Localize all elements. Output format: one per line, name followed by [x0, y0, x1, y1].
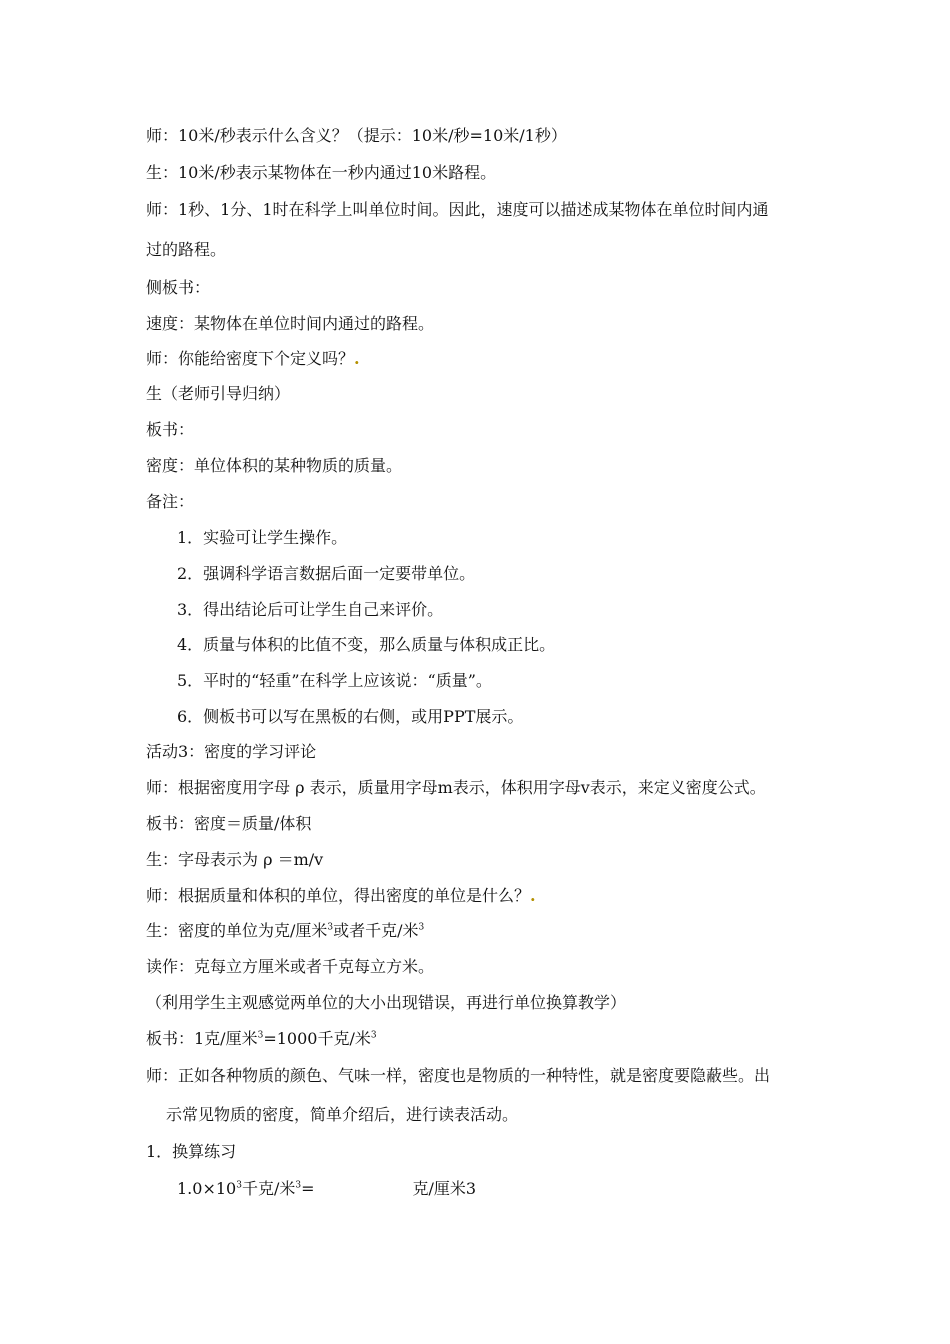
text-line: [146, 886, 536, 906]
superscript: 3: [370, 1030, 377, 1041]
text-line: （利用学生主观感觉两单位的大小出现错误，再进行单位换算教学）: [146, 993, 627, 1012]
text-line: 生：10米/秒表示某物体在一秒内通过10米路程。: [146, 163, 497, 182]
text-span: 1.0×10: [177, 1179, 237, 1198]
superscript: 3: [257, 1030, 264, 1041]
exercise-line: [177, 1179, 476, 1199]
text-line: 师：根据密度用字母 ρ 表示，质量用字母m表示，体积用字母v表示，来定义密度公式。: [146, 778, 766, 797]
note-item: 4．质量与体积的比值不变，那么质量与体积成正比。: [177, 635, 556, 654]
text-line: [146, 1029, 377, 1049]
superscript: 3: [327, 922, 334, 933]
superscript: 3: [295, 1180, 302, 1191]
text-line: 活动3：密度的学习评论: [146, 742, 317, 761]
superscript: 3: [418, 922, 425, 933]
text-line: [146, 349, 360, 369]
note-item: 2．强调科学语言数据后面一定要带单位。: [177, 564, 476, 583]
text-line: 读作：克每立方厘米或者千克每立方米。: [146, 957, 435, 976]
text-line: 生（老师引导归纳）: [146, 384, 291, 403]
mark-dot: .: [530, 886, 536, 905]
note-item: 3．得出结论后可让学生自己来评价。: [177, 600, 444, 619]
text-line: 示常见物质的密度，简单介绍后，进行读表活动。: [166, 1105, 519, 1124]
text-line: 师：正如各种物质的颜色、气味一样，密度也是物质的一种特性，就是密度要隐蔽些。出: [146, 1066, 771, 1085]
superscript: 3: [236, 1180, 242, 1191]
text-span: 师：你能给密度下个定义吗？: [146, 349, 355, 368]
text-span: 师：根据质量和体积的单位，得出密度的单位是什么？: [146, 886, 531, 905]
text-line: 1．换算练习: [146, 1142, 237, 1161]
text-line: 密度：单位体积的某种物质的质量。: [146, 456, 403, 475]
text-line: [146, 921, 424, 941]
text-span: =1000千克/米: [263, 1029, 371, 1048]
text-span: 千克/米: [241, 1179, 296, 1198]
mark-dot: .: [354, 349, 360, 368]
note-item: 6．侧板书可以写在黑板的右侧，或用PPT展示。: [177, 707, 524, 726]
text-line: 师：10米/秒表示什么含义？（提示：10米/秒=10米/1秒）: [146, 126, 567, 145]
note-item: 1．实验可让学生操作。: [177, 528, 348, 547]
text-line: 备注：: [146, 492, 195, 511]
text-span: 板书：1克/厘米: [146, 1029, 258, 1048]
text-span: 生：密度的单位为克/厘米: [146, 921, 328, 940]
text-line: 板书：密度＝质量/体积: [146, 814, 312, 833]
text-line: 板书：: [146, 420, 195, 439]
text-line: 侧板书：: [146, 278, 211, 297]
note-item: 5．平时的“轻重”在科学上应该说：“质量”。: [177, 671, 492, 690]
text-line: 生：字母表示为 ρ ＝m/v: [146, 850, 324, 869]
text-line: 师：1秒、1分、1时在科学上叫单位时间。因此，速度可以描述成某物体在单位时间内通: [146, 200, 769, 219]
text-span: =: [301, 1179, 315, 1198]
text-line: 过的路程。: [146, 240, 227, 259]
text-line: 速度：某物体在单位时间内通过的路程。: [146, 314, 435, 333]
text-span: 或者千克/米: [333, 921, 419, 940]
text-span: 克/厘米3: [412, 1179, 477, 1198]
